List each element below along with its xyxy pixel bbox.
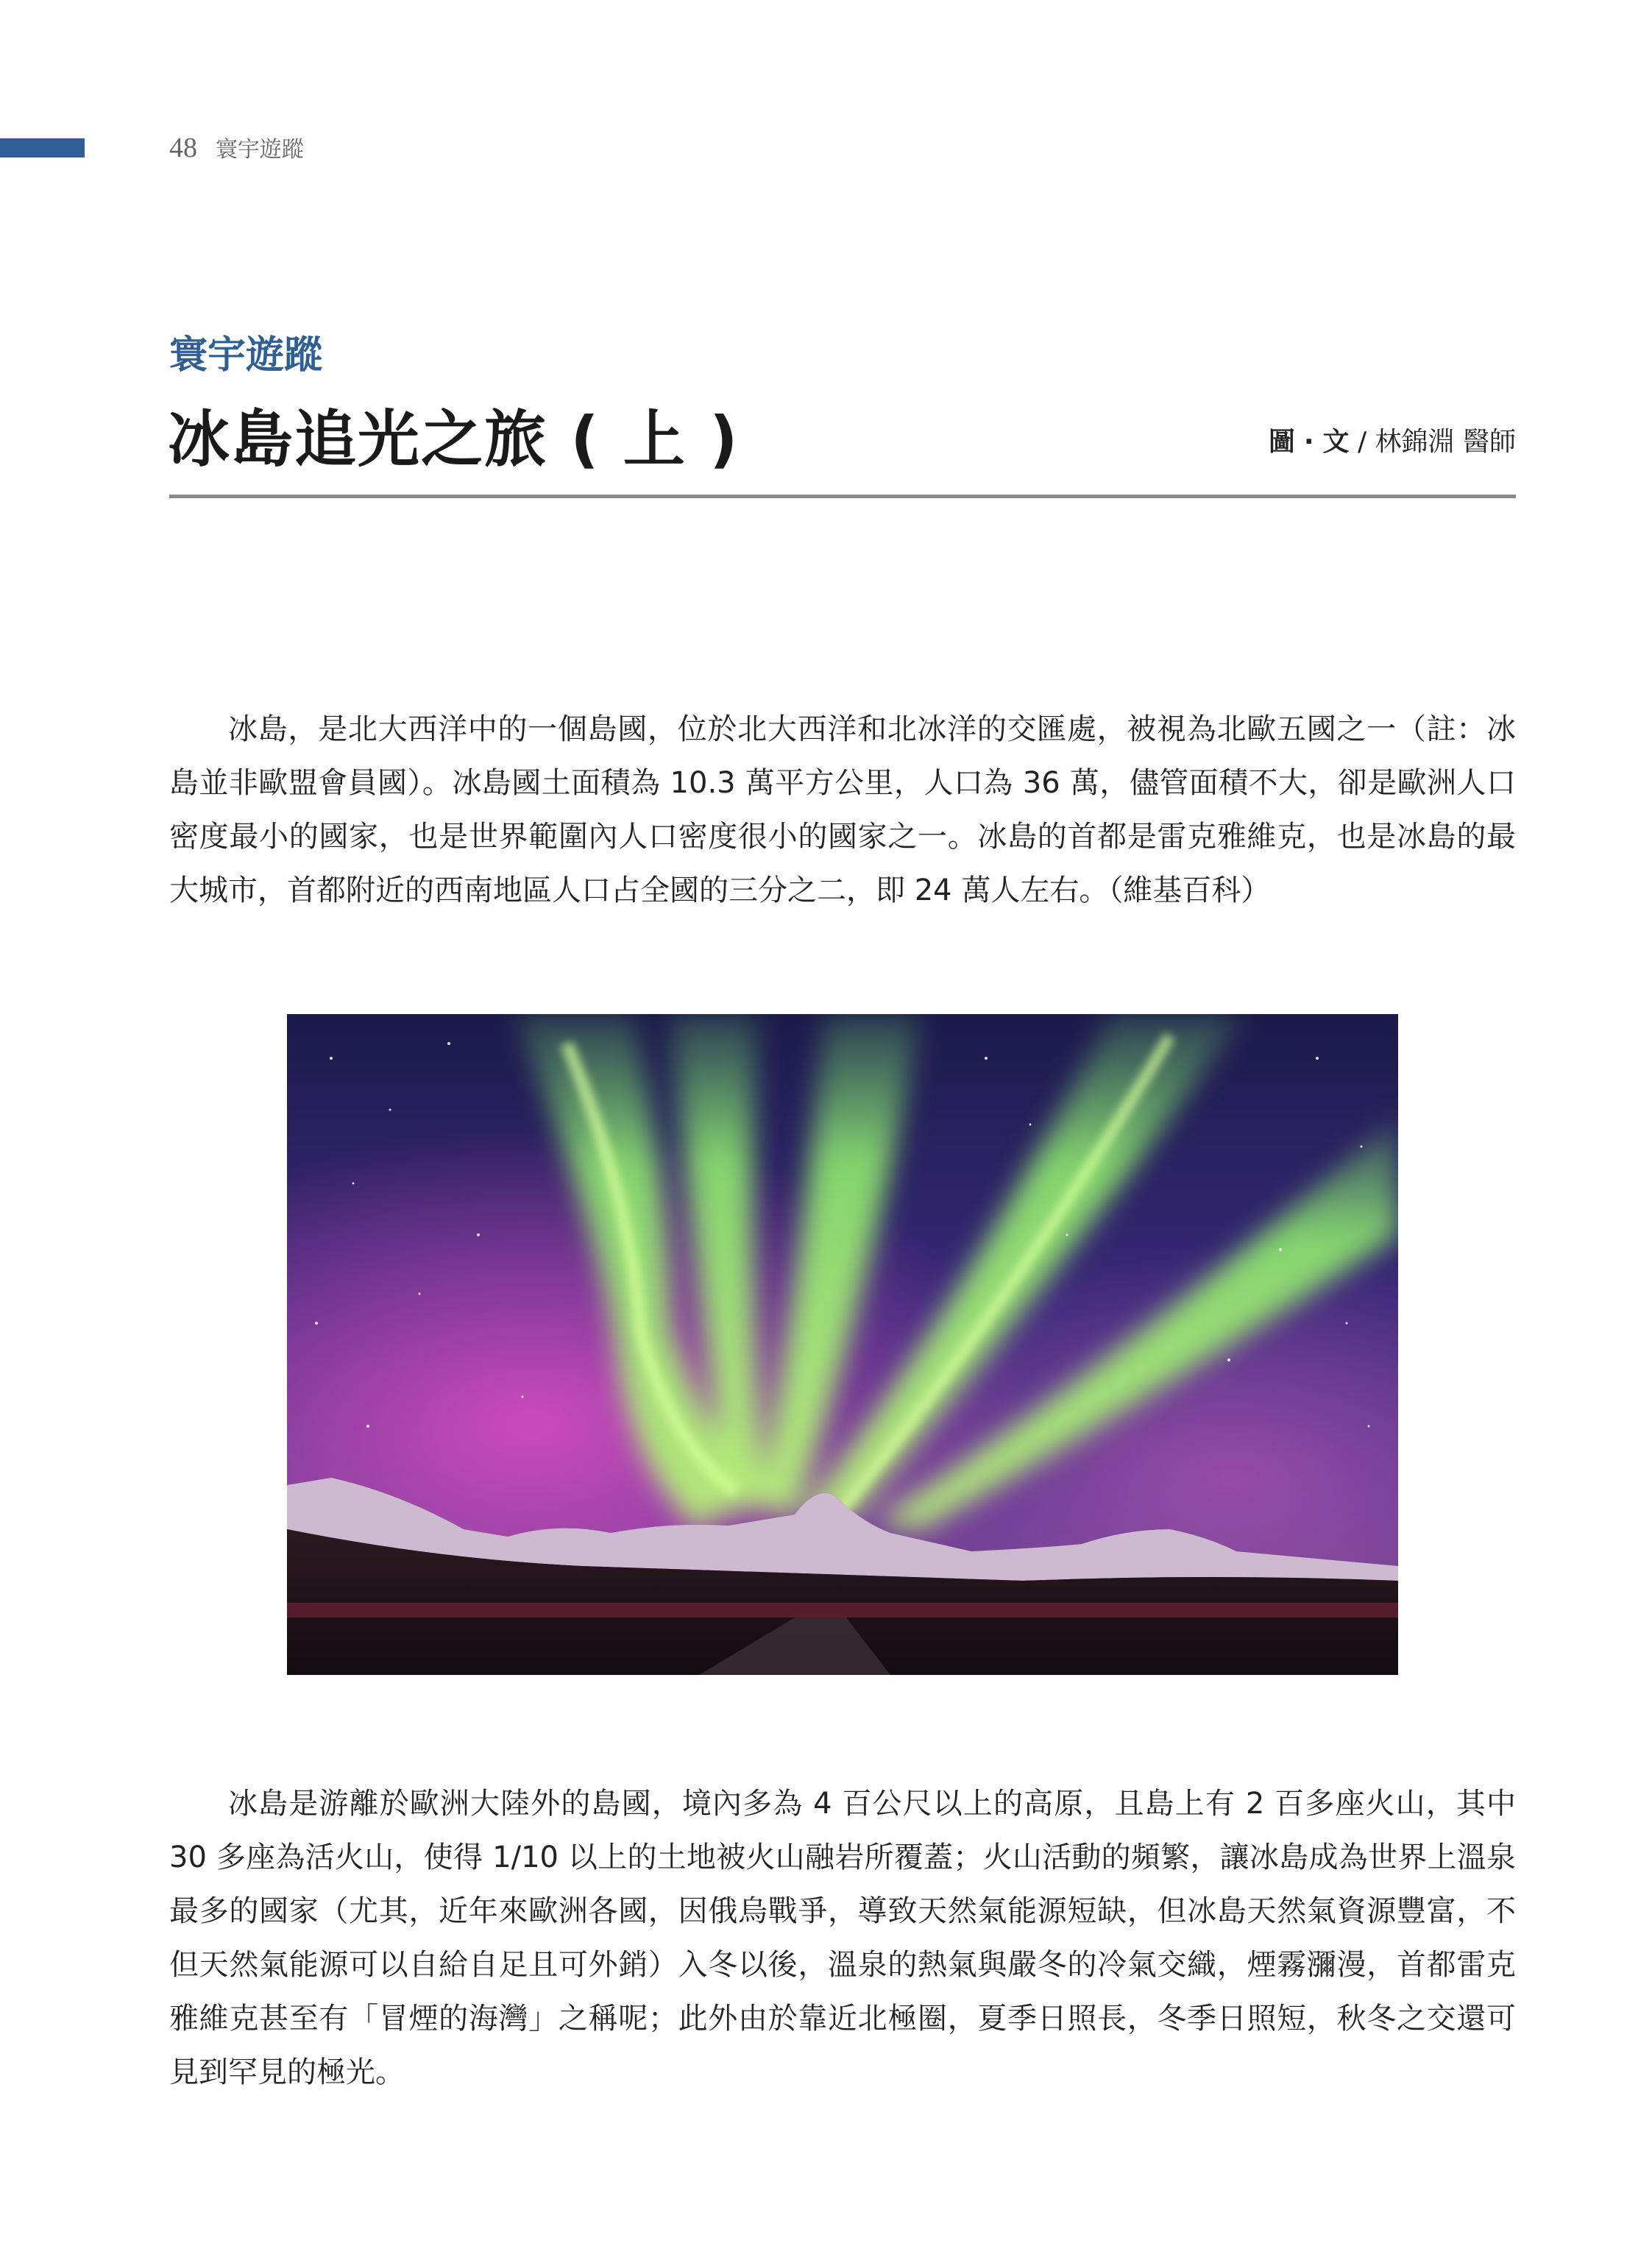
title-rule — [169, 495, 1516, 498]
byline — [1269, 421, 1516, 458]
page-accent-bar — [0, 138, 85, 157]
column-name: 寰宇遊蹤 — [169, 333, 323, 378]
byline-author: / 林錦淵 醫師 — [1357, 427, 1516, 457]
paragraph-2: 冰島是游離於歐洲大陸外的島國，境內多為 4 百公尺以上的高原，且島上有 2 百多座火山，其中 30 多座為活火山，使得 1/10 以上的土地被火山融岩所覆蓋；火山活動的頻繁，讓冰島成為世界上溫泉最多的國家（尤其，近年來歐洲各國，因俄烏戰爭，導致天然氣能源短缺，但冰島天然氣資源豐富，不但天然氣能源可以自給自足且可外銷）入冬以後，溫泉的熱氣與嚴冬的冷氣交織，煙霧瀰漫，首都雷克雅維克甚至有「冒煙的海灣」之稱呢；此外由於靠近北極圈，夏季日照長，冬季日照短，秋冬之交還可見到罕見的極光。 — [169, 1787, 1516, 2089]
running-header — [169, 131, 304, 164]
article-title: 冰島追光之旅 ( 上 ) — [168, 403, 740, 475]
aurora-photo — [287, 1014, 1398, 1675]
paragraph-1: 冰島，是北大西洋中的一個島國，位於北大西洋和北冰洋的交匯處，被視為北歐五國之一（註：冰島並非歐盟會員國）。冰島國土面積為 10.3 萬平方公里，人口為 36 萬，儘管面積不大，卻是歐洲人口密度最小的國家，也是世界範圍內人口密度很小的國家之一。冰島的首都是雷克雅維克，也是冰島的最大城市，首都附近的西南地區人口占全國的三分之二，即 24 萬人左右。（維基百科） — [169, 712, 1516, 907]
running-section: 寰宇遊蹤 — [215, 137, 304, 163]
page-number: 48 — [169, 132, 197, 163]
byline-label: 圖 ‧ 文 — [1268, 427, 1350, 457]
